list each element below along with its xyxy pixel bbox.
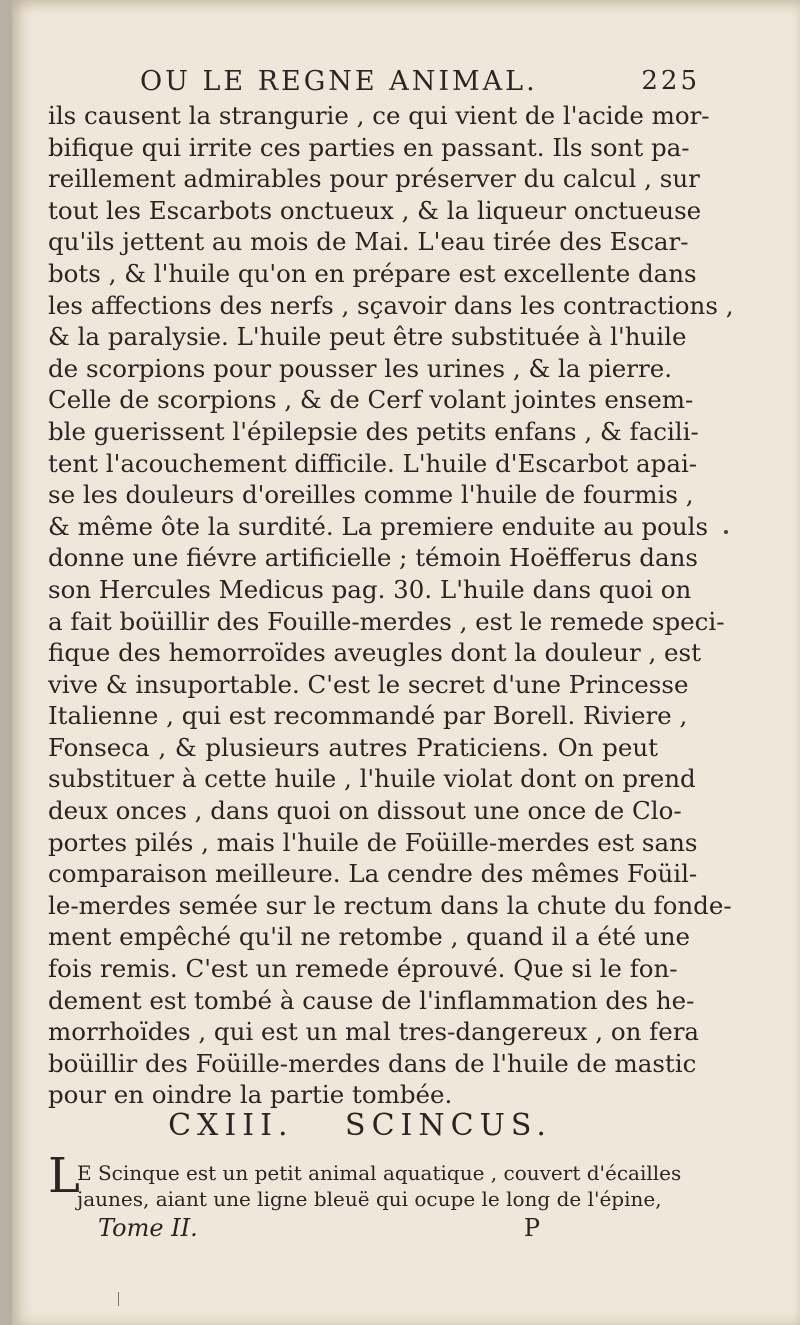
signature-mark: P — [523, 1214, 540, 1242]
text-line: donne une fiévre artificielle ; témoin Hoëfferus dans — [48, 543, 698, 573]
text-line: fique des hemorroïdes aveugles dont la douleur , est — [48, 638, 701, 668]
text-line: substituer à cette huile , l'huile violat dont on prend — [48, 764, 696, 794]
text-line: a fait boüillir des Fouille-merdes , est le remede speci- — [48, 606, 725, 636]
text-line: qu'ils jettent au mois de Mai. L'eau tirée des Escar- — [48, 227, 689, 257]
text-line: E Scinque est un petit animal aquatique , couvert d'écailles — [77, 1161, 682, 1185]
ink-spot — [724, 530, 728, 534]
running-head — [140, 60, 700, 100]
text-line: Fonseca , & plusieurs autres Praticiens. On peut — [48, 732, 658, 762]
text-line: ble guerissent l'épilepsie des petits enfans , & facili- — [48, 416, 699, 446]
text-line: & même ôte la surdité. La premiere enduite au pouls — [48, 511, 709, 541]
text-line: ils causent la strangurie , ce qui vient de l'acide mor- — [48, 101, 710, 130]
margin-tick — [118, 1292, 119, 1306]
text-line: le-merdes semée sur le rectum dans la chute du fonde- — [48, 890, 732, 920]
running-head-title: OU LE REGNE ANIMAL. — [140, 66, 538, 97]
text-line: de scorpions pour pousser les urines , & la pierre. — [48, 353, 672, 383]
text-line: son Hercules Medicus pag. 30. L'huile dans quoi on — [48, 574, 692, 604]
text-line: & la paralysie. L'huile peut être substituée à l'huile — [48, 322, 687, 352]
text-line: vive & insuportable. C'est le secret d'une Princesse — [48, 669, 689, 699]
text-line: ment empêché qu'il ne retombe , quand il a été une — [48, 922, 691, 952]
text-line: les affections des nerfs , sçavoir dans les contractions , — [48, 290, 734, 320]
body-text — [48, 100, 734, 1111]
section-title: SCINCUS. — [345, 1108, 552, 1143]
section-number: CXIII. — [168, 1108, 294, 1143]
text-line: pour en oindre la partie tombée. — [48, 1080, 453, 1110]
text-line: reillement admirables pour préserver du calcul , sur — [48, 164, 700, 194]
page-footer — [98, 1214, 558, 1244]
text-line: comparaison meilleure. La cendre des mêmes Foüil- — [48, 859, 698, 889]
section-text — [77, 1160, 682, 1212]
text-line: fois remis. C'est un remede éprouvé. Que si le fon- — [48, 954, 678, 984]
drop-cap: L — [48, 1148, 80, 1204]
text-line: bifique qui irrite ces parties en passant. Ils sont pa- — [48, 132, 690, 162]
text-line: boüillir des Foüille-merdes dans de l'huile de mastic — [48, 1048, 697, 1078]
text-line: dement est tombé à cause de l'inflammation des he- — [48, 985, 695, 1015]
text-line: bots , & l'huile qu'on en prépare est excellente dans — [48, 258, 697, 288]
text-line: deux onces , dans quoi on dissout une once de Clo- — [48, 796, 682, 826]
text-line: portes pilés , mais l'huile de Foüille-merdes est sans — [48, 827, 698, 857]
text-line: jaunes, aiant une ligne bleuë qui ocupe le long de l'épine, — [77, 1187, 662, 1211]
text-line: se les douleurs d'oreilles comme l'huile de fourmis , — [48, 480, 694, 510]
text-line: Celle de scorpions , & de Cerf volant jointes ensem- — [48, 385, 694, 415]
text-line: tout les Escarbots onctueux , & la liqueur onctueuse — [48, 195, 702, 225]
text-line: Italienne , qui est recommandé par Borell. Riviere , — [48, 701, 688, 731]
text-line: morrhoïdes , qui est un mal tres-dangereux , on fera — [48, 1017, 700, 1047]
text-line: tent l'acouchement difficile. L'huile d'Escarbot apai- — [48, 448, 698, 478]
page-number: 225 — [641, 66, 700, 96]
section-heading — [60, 1108, 660, 1143]
volume-label: Tome II. — [98, 1214, 198, 1242]
